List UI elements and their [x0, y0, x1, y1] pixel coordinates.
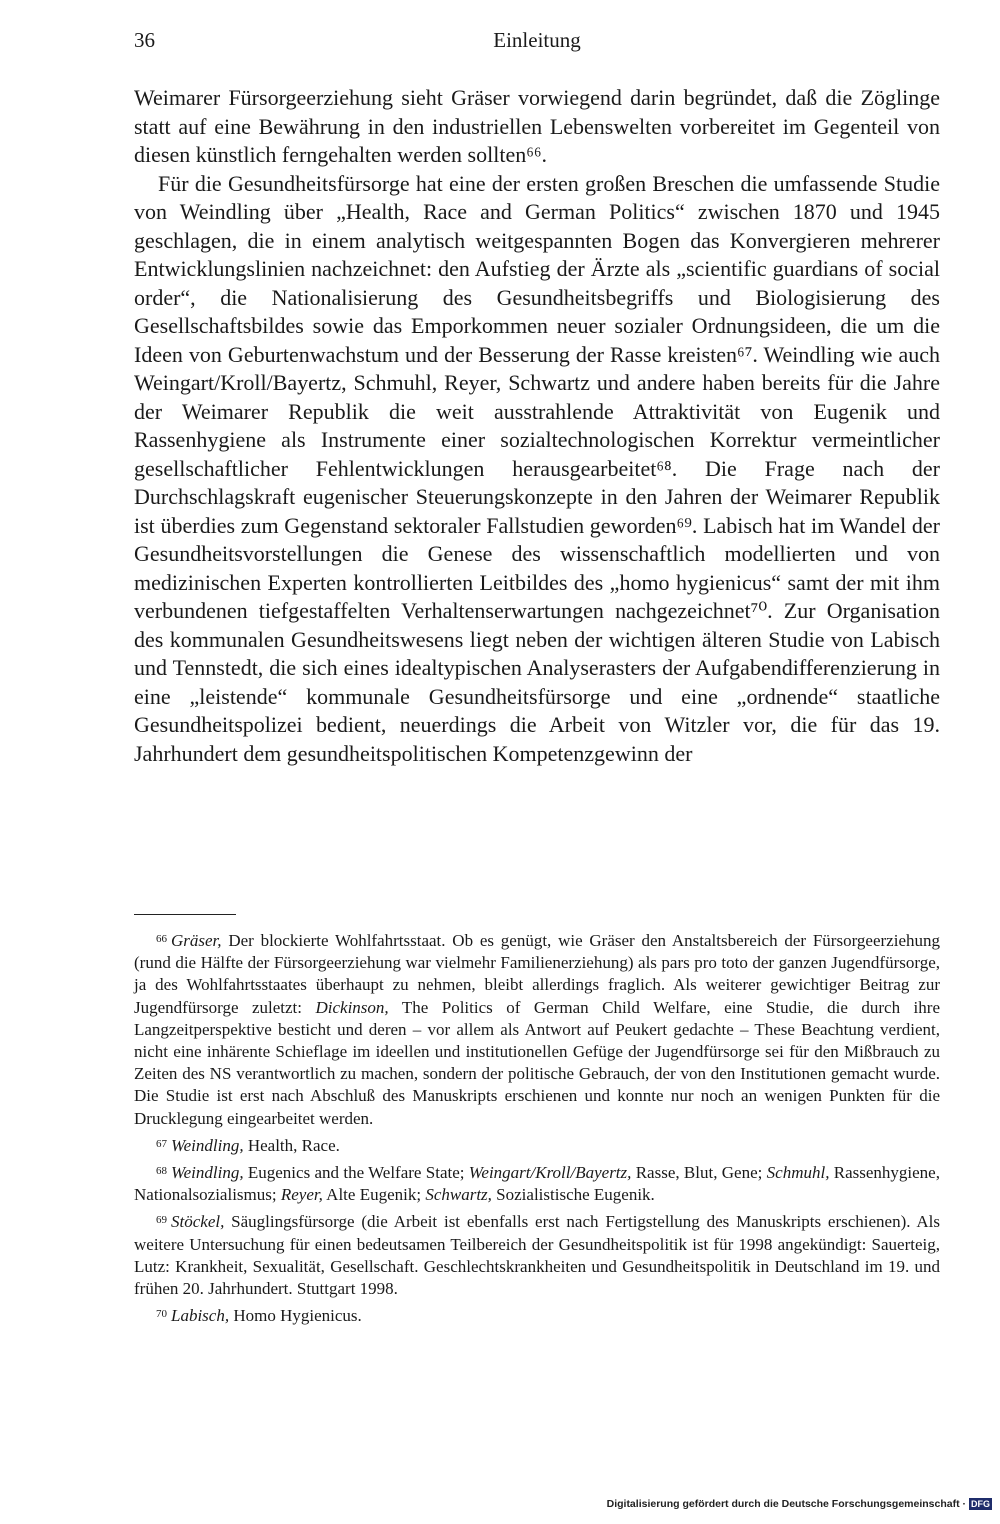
footnote-author: Weindling,: [171, 1135, 244, 1155]
footnote-66: [134, 928, 940, 1130]
footnote-author: Schwartz,: [425, 1185, 492, 1205]
footnote-text: Health, Race.: [243, 1135, 340, 1155]
dfg-logo: DFG: [971, 1499, 990, 1510]
running-head: Einleitung: [493, 28, 581, 52]
footnote-author: Schmuhl,: [766, 1163, 830, 1183]
footnote-68: [134, 1160, 940, 1206]
paragraph: Weimarer Fürsorgeerziehung sieht Gräser vorwiegend darin begründet, daß die Zöglinge statt auf eine Bewährung in den industriellen Lebenswelten vorbereitet im Gegenteil von diesen künstlich ferngehalten werden sollten⁶⁶.: [134, 85, 940, 167]
footnote-number: 69: [156, 1214, 167, 1227]
footnote-author: Weingart/Kroll/Bayertz,: [468, 1163, 632, 1183]
footnote-text: Säuglingsfürsorge (die Arbeit ist ebenfalls erst nach Fertigstellung des Manuskripts erschienen). Als weitere Untersuchung für einen bedeutsamen Teilbereich der Gesundheitspolitik ist für 1998 angekündigt: Sauerteig, Lutz: Krankheit, Sexualität, Gesellschaft. Geschlechtskrankheiten und Gesundheitspolitik in Deutschland im 19. und frühen 20. Jahrhundert. Stuttgart 1998.: [134, 1212, 940, 1299]
footnote-separator: [134, 914, 236, 915]
footnote-author: Weindling,: [171, 1163, 244, 1183]
digitization-credit: [607, 1498, 992, 1510]
footnote-number: 70: [156, 1308, 167, 1321]
footnote-number: 66: [156, 933, 167, 945]
footnote-author: Stöckel,: [171, 1212, 225, 1232]
footnote-author: Dickinson,: [315, 997, 389, 1017]
footnote-67: [134, 1133, 940, 1157]
footnote-text: The Politics of German Child Welfare, eine Studie, die durch ihre Langzeitperspektive besticht und deren – vor allem als Antwort auf Peukert gedachte – These Beachtung verdient, nicht eine inhärente Schieflage im ideellen und institutionellen Gefüge der Jugendfürsorge sei für den Mißbrauch zu Zeiten des NS verantwortlich zu machen, sondern der politische Gebrauch, der von den Institutionen gemacht wurde. Die Studie ist erst nach Abschluß des Manuskripts erschienen und konnte nur noch an wenigen Punkten für die Drucklegung eingearbeitet werden.: [134, 997, 940, 1128]
footnote-text: Rasse, Blut, Gene;: [631, 1163, 767, 1183]
page-header: [134, 28, 940, 58]
footnote-number: 68: [156, 1165, 167, 1178]
page-number: 36: [134, 28, 155, 52]
footnote-text: Alte Eugenik;: [322, 1185, 426, 1205]
footnote-author: Reyer,: [280, 1185, 323, 1205]
footnote-text: Sozialistische Eugenik.: [491, 1185, 655, 1205]
main-text: [134, 84, 940, 768]
footnote-text: Der blockierte Wohlfahrtsstaat. Ob es genügt, wie Gräser den Anstaltsbereich der Fürsorgeerziehung (rund die Hälfte der Fürsorgeerziehung war vielmehr Familienerziehung) als pars pro toto der ganzen Jugendfürsorge, ja des Wohlfahrtsstaates überhaupt zu nehmen, bleibt allerdings fraglich. Als weiterer gewichtiger Beitrag zur Jugendfürsorge zuletzt:: [134, 931, 940, 1017]
footnote-text: Eugenics and the Welfare State;: [243, 1163, 469, 1183]
footnote-69: [134, 1209, 940, 1300]
footnote-author: Gräser,: [171, 931, 222, 950]
footnotes: [134, 928, 940, 1330]
footnote-70: [134, 1303, 940, 1327]
footnote-text: Homo Hygienicus.: [229, 1306, 362, 1326]
footnote-author: Labisch,: [171, 1306, 230, 1326]
footnote-number: 67: [156, 1137, 167, 1150]
footnote-text: Rassenhygiene, Nationalsozialismus;: [134, 1163, 940, 1205]
paragraph: Für die Gesundheitsfürsorge hat eine der ersten großen Breschen die umfassende Studie von Weindling über „Health, Race and German Politics“ zwischen 1870 und 1945 geschlagen, die in einem analytisch weitgespannten Bogen das Konvergieren mehrerer Entwicklungslinien nachzeichnet: den Aufstieg der Ärzte als „scientific guardians of social order“, die Nationalisierung des Gesundheitsbegriffs und Biologisierung des Gesellschaftsbildes sowie das Emporkommen neuer sozialer Ordnungsideen, die um die Ideen von Geburtenwachstum und der Besserung der Rasse kreisten⁶⁷. Weindling wie auch Weingart/Kroll/Bayertz, Schmuhl, Reyer, Schwartz und andere haben bereits für die Jahre der Weimarer Republik die weit ausstrahlende Attraktivität von Eugenik und Rassenhygiene als Instrumente einer sozialtechnologischen Korrektur vermeintlicher gesellschaftlicher Fehlentwicklungen herausgearbeitet⁶⁸. Die Frage nach der Durchschlagskraft eugenischer Steuerungskonzepte in den Jahren der Weimarer Republik ist überdies zum Gegenstand sektoraler Fallstudien geworden⁶⁹. Labisch hat im Wandel der Gesundheitsvorstellungen die Genese des wissenschaftlich modellierten und von medizinischen Experten kontrollierten Leitbildes des „homo hygienicus“ samt der mit ihm verbundenen tiefgestaffelten Verhaltenserwartungen nachgezeichnet⁷⁰. Zur Organisation des kommunalen Gesundheitswesens liegt neben der wichtigen älteren Studie von Labisch und Tennstedt, die sich eines idealtypischen Analyserasters der Aufgabendifferenzierung in eine „leistende“ kommunale Gesundheitsfürsorge und eine „ordnende“ staatliche Gesundheitspolizei bedient, neuerdings die Arbeit von Witzler vor, die für das 19. Jahrhundert dem gesundheitspolitischen Kompetenzgewinn der: [134, 170, 940, 766]
credit-text: Digitalisierung gefördert durch die Deutsche Forschungsgemeinschaft ·: [606, 1498, 966, 1510]
